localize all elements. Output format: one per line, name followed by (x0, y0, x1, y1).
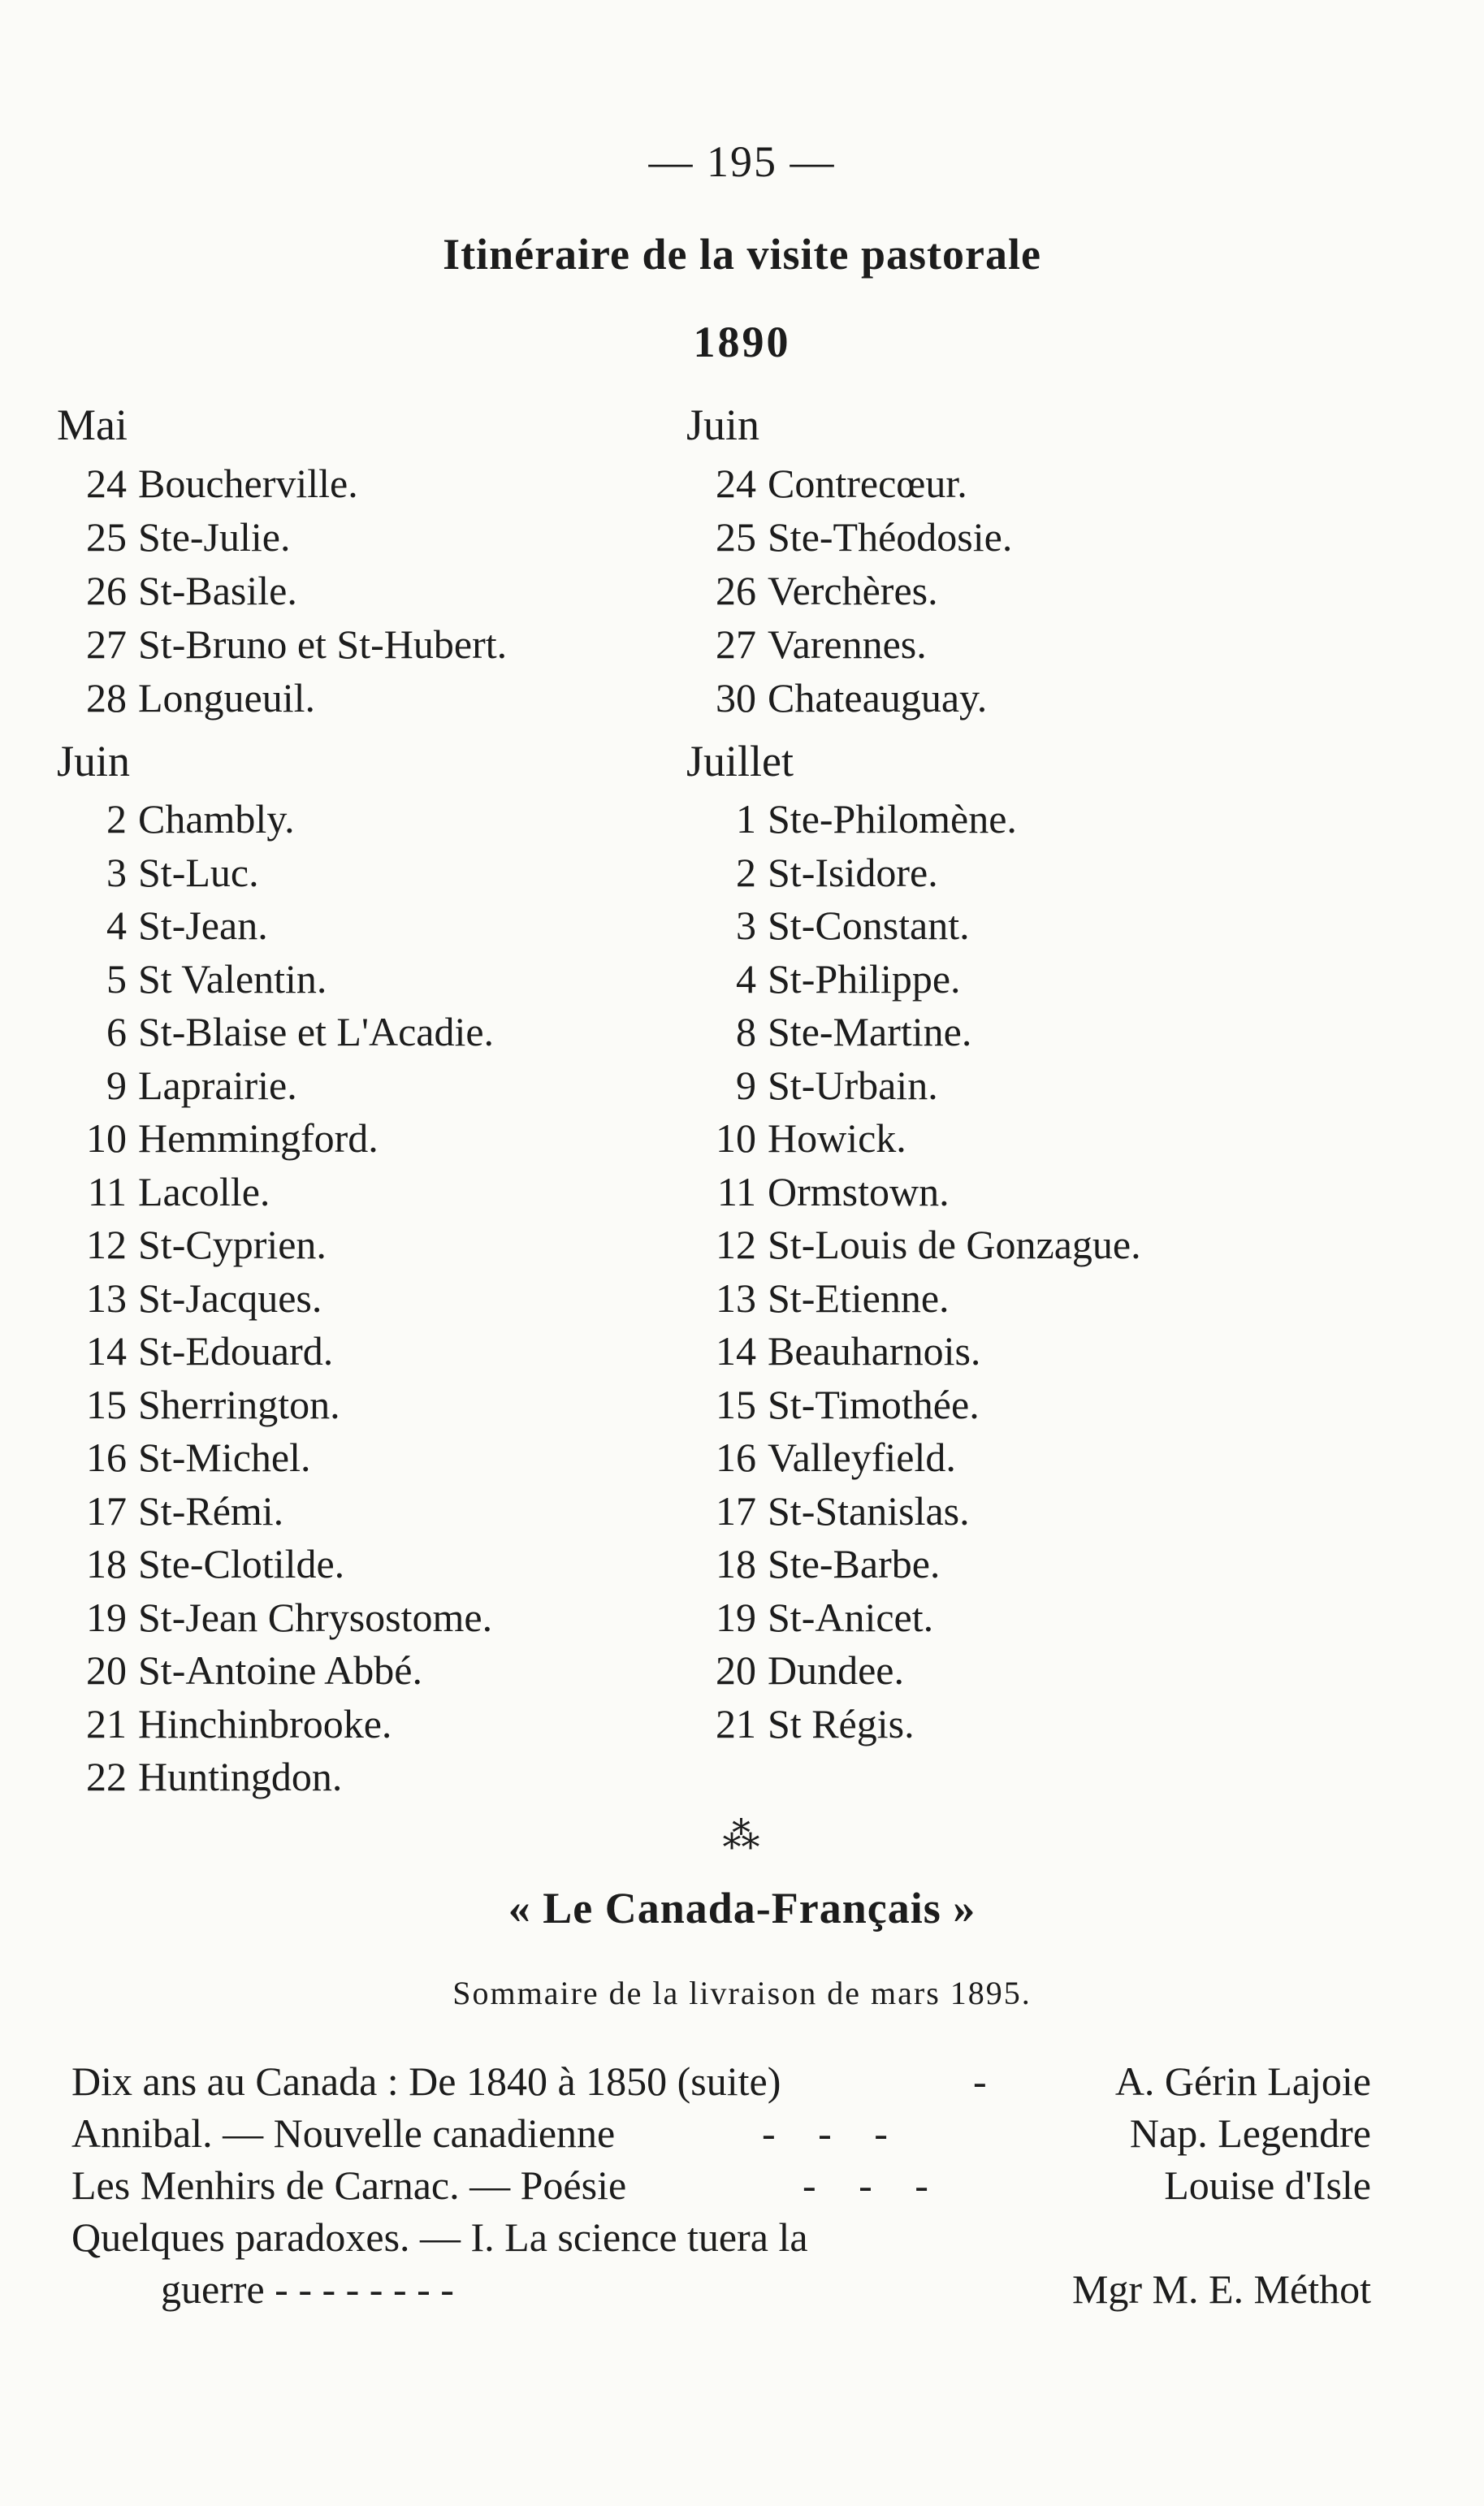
entry-place: Longueuil. (138, 675, 316, 721)
entry-day: 9 (736, 1062, 756, 1108)
entry-place: Beauharnois. (768, 1328, 981, 1374)
toc-title: Les Menhirs de Carnac. — Poésie (71, 2162, 627, 2208)
month-heading: Juillet (686, 737, 794, 786)
toc-title: Dix ans au Canada : De 1840 à 1850 (suite) (71, 2058, 781, 2104)
toc-leader: - - - (803, 2162, 945, 2208)
entry-place: Chambly. (138, 796, 295, 842)
entry-day: 16 (716, 1435, 756, 1480)
entry-day: 24 (716, 461, 756, 506)
entry-day: 10 (716, 1115, 756, 1161)
entry-place: Boucherville. (138, 461, 358, 506)
entry-day: 2 (736, 849, 756, 895)
itinerary-entry (57, 1112, 674, 1166)
itinerary-entry (686, 1485, 1304, 1539)
entry-day: 4 (106, 902, 127, 948)
itinerary-entry (57, 793, 674, 846)
itinerary-entry (686, 1272, 1304, 1326)
entry-place: St-Jean Chrysostome. (138, 1594, 493, 1640)
itinerary-entry (57, 1218, 674, 1272)
entry-place: Howick. (768, 1115, 906, 1161)
entry-day: 6 (106, 1009, 127, 1054)
entry-place: Lacolle. (138, 1168, 270, 1214)
entry-place: St-Michel. (138, 1435, 311, 1480)
entry-day: 30 (716, 675, 756, 721)
entry-day: 17 (86, 1487, 127, 1534)
entry-place: Hinchinbrooke. (138, 1700, 392, 1746)
entry-place: Dundee. (768, 1647, 904, 1693)
entry-place: Ste-Philomène. (768, 796, 1017, 842)
entry-day: 9 (106, 1062, 127, 1108)
entry-day: 4 (736, 955, 756, 1002)
itinerary-entry (57, 1325, 674, 1379)
itinerary-entry (57, 1644, 674, 1698)
entry-place: St-Philippe. (768, 955, 961, 1002)
entry-place: Huntingdon. (138, 1754, 343, 1799)
table-of-contents (71, 2055, 1371, 2315)
entry-place: St-Edouard. (138, 1328, 334, 1374)
entry-place: Ste-Clotilde. (138, 1541, 345, 1586)
entry-place: St-Jean. (138, 902, 268, 948)
entry-day: 13 (86, 1275, 127, 1321)
entry-day: 11 (716, 1168, 756, 1214)
itinerary-entry (686, 1431, 1304, 1485)
itinerary-title: Itinéraire de la visite pastorale (443, 230, 1041, 279)
itinerary-right-column (686, 388, 1304, 1751)
asterism-ornament: ⁂ (722, 1815, 762, 1856)
toc-title: Quelques paradoxes. — I. La science tuera la (71, 2214, 808, 2260)
entry-place: St-Constant. (768, 902, 970, 948)
entry-day: 11 (87, 1168, 127, 1214)
entry-place: St-Isidore. (768, 849, 938, 895)
entry-place: Varennes. (768, 621, 927, 667)
itinerary-entry (686, 1698, 1304, 1751)
entry-place: St Régis. (768, 1700, 915, 1746)
itinerary-entry (57, 617, 674, 671)
itinerary-entry (57, 1591, 674, 1645)
entry-day: 17 (716, 1487, 756, 1534)
month-heading: Juin (57, 737, 131, 786)
itinerary-entry (686, 510, 1304, 564)
entry-day: 26 (716, 568, 756, 613)
entry-day: 27 (716, 621, 756, 667)
itinerary-entry (57, 846, 674, 900)
itinerary-list (686, 457, 1304, 725)
entry-day: 26 (86, 568, 127, 613)
itinerary-entry (686, 1379, 1304, 1432)
itinerary-list (57, 793, 674, 1804)
entry-day: 20 (716, 1647, 756, 1693)
entry-day: 8 (736, 1009, 756, 1054)
itinerary-year: 1890 (693, 318, 791, 366)
itinerary-entry (57, 899, 674, 953)
itinerary-entry (686, 1218, 1304, 1272)
entry-place: Valleyfield. (768, 1435, 956, 1480)
entry-place: St Valentin. (138, 955, 327, 1002)
entry-place: St-Cyprien. (138, 1222, 327, 1267)
itinerary-entry (57, 1272, 674, 1326)
entry-day: 18 (716, 1541, 756, 1586)
toc-title: Annibal. — Nouvelle canadienne (71, 2110, 616, 2156)
toc-row (71, 2211, 1371, 2263)
page-number: — 195 — (648, 137, 836, 186)
entry-place: St-Rémi. (138, 1487, 284, 1534)
toc-leader: - (973, 2058, 1003, 2104)
toc-author: Nap. Legendre (1129, 2110, 1371, 2156)
entry-place: St-Louis de Gonzague. (768, 1222, 1141, 1267)
entry-place: Sherrington. (138, 1381, 340, 1427)
entry-day: 20 (86, 1647, 127, 1693)
itinerary-entry (686, 1006, 1304, 1059)
itinerary-entry (686, 1538, 1304, 1591)
entry-day: 15 (716, 1381, 756, 1427)
itinerary-entry (57, 564, 674, 617)
entry-day: 25 (86, 514, 127, 560)
itinerary-list (686, 793, 1304, 1751)
entry-place: Chateauguay. (768, 675, 988, 721)
itinerary-entry (57, 1485, 674, 1539)
entry-day: 14 (86, 1328, 127, 1374)
entry-day: 25 (716, 514, 756, 560)
entry-place: Contrecœur. (768, 461, 967, 506)
itinerary-entry (57, 1059, 674, 1113)
summary-heading: Sommaire de la livraison de mars 1895. (452, 1975, 1032, 2011)
itinerary-entry (686, 846, 1304, 900)
itinerary-entry (57, 1379, 674, 1432)
toc-author: Louise d'Isle (1164, 2162, 1371, 2208)
entry-place: St-Urbain. (768, 1062, 938, 1108)
itinerary-entry (686, 1644, 1304, 1698)
itinerary-entry (686, 953, 1304, 1006)
itinerary-entry (686, 1112, 1304, 1166)
entry-place: Ste-Théodosie. (768, 514, 1013, 560)
toc-row (71, 2159, 1371, 2211)
toc-title: guerre - - - - - - - - (161, 2266, 454, 2312)
itinerary-entry (57, 1006, 674, 1059)
entry-place: Ste-Barbe. (768, 1541, 941, 1586)
toc-row (71, 2055, 1371, 2107)
itinerary-entry (686, 564, 1304, 617)
entry-place: St-Timothée. (768, 1381, 980, 1427)
itinerary-left-column (57, 388, 674, 1804)
entry-day: 28 (86, 675, 127, 721)
itinerary-list (57, 457, 674, 725)
entry-day: 16 (86, 1435, 127, 1480)
itinerary-entry (686, 671, 1304, 725)
itinerary-entry (57, 1431, 674, 1485)
entry-day: 14 (716, 1328, 756, 1374)
itinerary-entry (57, 671, 674, 725)
itinerary-entry (57, 1751, 674, 1804)
entry-place: St-Blaise et L'Acadie. (138, 1009, 495, 1054)
entry-day: 3 (736, 902, 756, 948)
entry-day: 3 (106, 849, 127, 895)
journal-title: « Le Canada-Français » (508, 1884, 976, 1933)
entry-place: St-Etienne. (768, 1275, 950, 1321)
entry-day: 19 (716, 1594, 756, 1640)
itinerary-entry (57, 510, 674, 564)
itinerary-entry (57, 457, 674, 510)
month-heading: Juin (686, 400, 760, 449)
itinerary-entry (686, 899, 1304, 953)
itinerary-entry (57, 1698, 674, 1751)
toc-leader: - - - (762, 2110, 904, 2156)
itinerary-entry (686, 793, 1304, 846)
entry-place: Verchères. (768, 568, 938, 613)
entry-place: Ormstown. (768, 1168, 950, 1214)
entry-day: 15 (86, 1381, 127, 1427)
entry-day: 21 (716, 1700, 756, 1746)
toc-author: A. Gérin Lajoie (1114, 2058, 1371, 2104)
entry-day: 18 (86, 1541, 127, 1586)
entry-day: 5 (106, 955, 127, 1002)
entry-place: St-Stanislas. (768, 1487, 970, 1534)
entry-place: St-Luc. (138, 849, 259, 895)
entry-place: St-Basile. (138, 568, 297, 613)
entry-place: St-Jacques. (138, 1275, 322, 1321)
entry-place: St-Anicet. (768, 1594, 934, 1640)
entry-day: 21 (86, 1700, 127, 1746)
entry-day: 27 (86, 621, 127, 667)
entry-day: 10 (86, 1115, 127, 1161)
entry-day: 12 (716, 1222, 756, 1267)
itinerary-entry (57, 1538, 674, 1591)
entry-day: 1 (736, 796, 756, 842)
entry-day: 12 (86, 1222, 127, 1267)
entry-place: Laprairie. (138, 1062, 297, 1108)
entry-day: 19 (86, 1594, 127, 1640)
itinerary-entry (686, 1166, 1304, 1219)
itinerary-entry (57, 1166, 674, 1219)
month-heading: Mai (57, 400, 128, 449)
entry-place: Hemmingford. (138, 1115, 379, 1161)
itinerary-entry (686, 1059, 1304, 1113)
toc-row (71, 2107, 1371, 2159)
entry-day: 2 (106, 796, 127, 842)
entry-place: St-Antoine Abbé. (138, 1647, 422, 1693)
entry-day: 22 (86, 1754, 127, 1799)
itinerary-entry (686, 1591, 1304, 1645)
entry-day: 13 (716, 1275, 756, 1321)
entry-place: Ste-Martine. (768, 1009, 972, 1054)
toc-row (71, 2263, 1371, 2315)
entry-place: Ste-Julie. (138, 514, 291, 560)
entry-day: 24 (86, 461, 127, 506)
toc-author: Mgr M. E. Méthot (1071, 2266, 1371, 2312)
itinerary-entry (686, 1325, 1304, 1379)
entry-place: St-Bruno et St-Hubert. (138, 621, 508, 667)
itinerary-entry (686, 457, 1304, 510)
itinerary-entry (57, 953, 674, 1006)
itinerary-entry (686, 617, 1304, 671)
